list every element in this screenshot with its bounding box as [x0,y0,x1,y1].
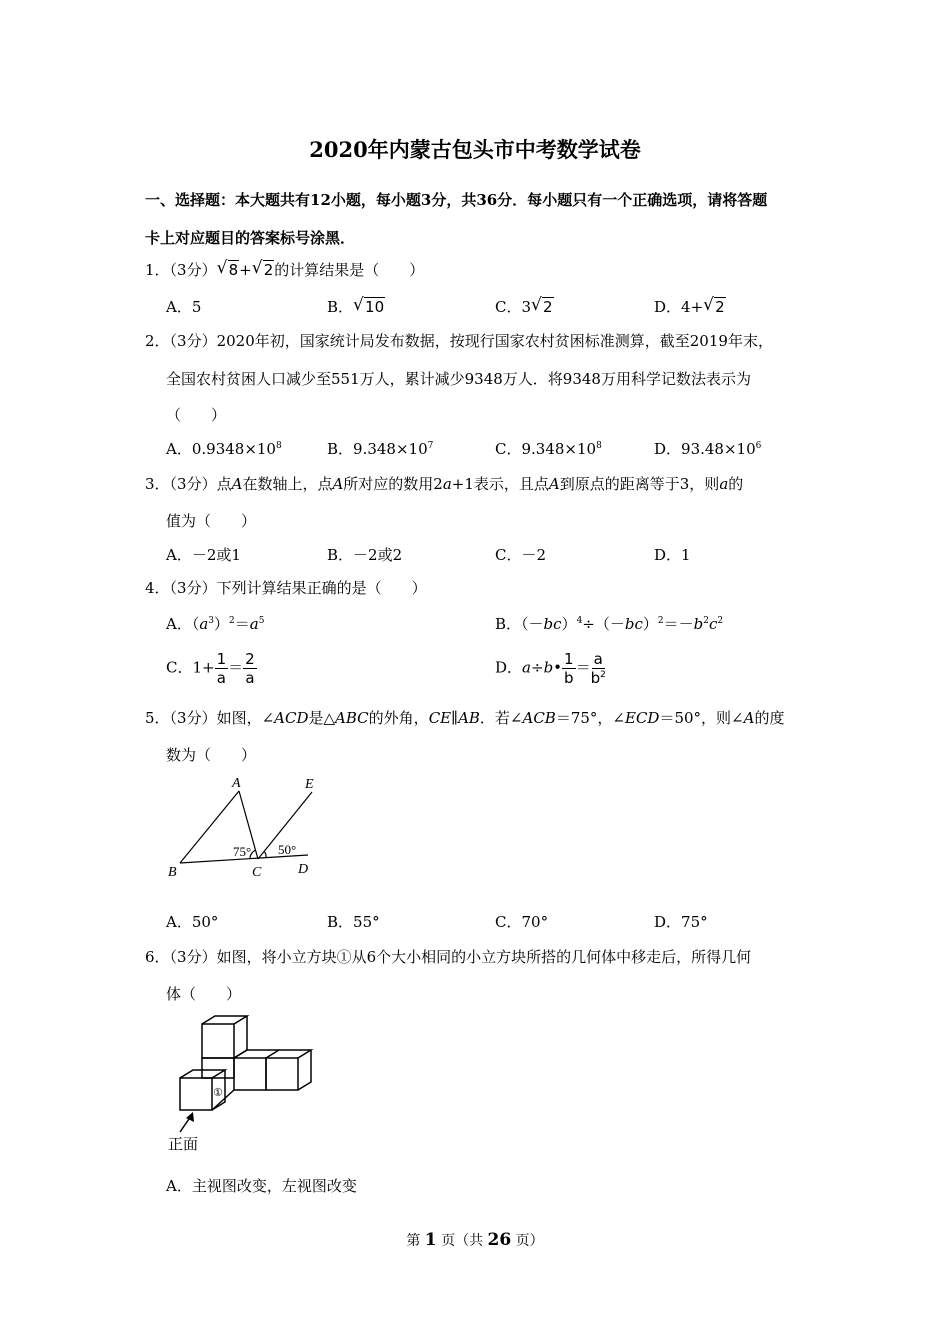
q6-option-a: A．主视图改变，左视图改变 [166,1177,357,1195]
q5-option-c: C．70° [495,913,549,931]
q5-label-e: E [305,777,314,792]
question-2-line2: 全国农村贫困人口减少至551万人，累计减少9348万人．将9348万用科学记数法表示为 [166,370,751,388]
q2-option-a: A．$0.9348\times 10^8$ [166,440,282,458]
section-heading-line1: 一、选择题：本大题共有12小题，每小题3分，共36分．每小题只有一个正确选项，请将答题 [145,191,768,209]
q1-option-c: C．3 √ 2 [495,295,553,316]
q6-cube-back-1 [234,1058,266,1090]
question-6-line1: 6．（3分）如图，将小立方块①从6个大小相同的小立方块所搭的几何体中移走后，所得几何 [145,948,752,966]
q2-option-b: B．$9.348\times 10^7$ [327,440,434,458]
q6-cube-front [180,1078,212,1110]
question-5-line2: 数为（ ） [166,746,257,764]
q5-angle-75: 75° [233,844,252,859]
q5-angle-arc-50 [264,851,266,858]
q3-option-c: C．－2 [495,546,547,564]
q5-angle-50: 50° [278,842,297,857]
q3-option-a: A．－2或1 [166,546,241,564]
q5-option-a: A．50° [166,913,219,931]
q1-radical-2: √ 2 [251,258,274,279]
q4-option-d: D．a÷b• $\frac{1}{b}$ ＝ $\frac{a}{b^2}$ [495,650,606,687]
q5-line-ab [180,791,239,863]
q6-cube-back-2 [266,1058,298,1090]
question-1 [145,259,424,280]
page-title: 2020年内蒙古包头市中考数学试卷 [309,137,641,162]
q1-option-a: A．5 [166,298,202,316]
question-6-line2: 体（ ） [166,985,242,1003]
q5-label-a: A [232,776,241,791]
q6-cube-marker: ① [213,1086,223,1099]
q1-number: 1．（3分） [145,261,217,279]
q1-option-b: B． √ 10 [327,295,385,316]
q5-label-d: D [298,862,309,877]
q1-option-d: D．4+ √ 2 [654,295,725,316]
section-heading-line2: 卡上对应题目的答案标号涂黑． [145,229,356,247]
q3-option-d: D．1 [654,546,691,564]
q5-option-b: B．55° [327,913,380,931]
page-footer: 第 1 页（共 26 页） [406,1230,544,1250]
q1-plus: + [239,261,252,279]
q2-option-c: C．$9.348\times 10^8$ [495,440,602,458]
q4-option-c: C．1+ $\frac{1}{a}$ ＝ $\frac{2}{a}$ [166,650,255,687]
q5-option-d: D．75° [654,913,708,931]
q5-triangle-figure [160,772,330,884]
q5-label-b: B [168,865,177,880]
question-4-line1: 4．（3分）下列计算结果正确的是（ ） [145,579,427,597]
q1-radical-8: √ 8 [216,258,239,279]
question-3-line2: 值为（ ） [166,512,257,530]
q2-option-d: D．$93.48\times 10^6$ [654,440,762,458]
q5-label-c: C [252,865,262,880]
q3-option-b: B．－2或2 [327,546,403,564]
question-2-line3: （ ） [166,406,227,424]
q4-option-a: A．$(a^3)^2=a^5$ [166,615,265,633]
q4-option-b: B．$(-bc)^4\div(-bc)^2=-b^2c^2$ [495,615,724,633]
question-3-line1: 3．（3分）点A在数轴上，点A所对应的数用2a+1表示，且点A到原点的距离等于3，则a的 [145,475,744,493]
question-2-line1: 2．（3分）2020年初，国家统计局发布数据，按现行国家农村贫困标准测算，截至2019年末， [145,332,773,350]
q6-front-label: 正面 [168,1135,199,1153]
question-5-line1: 5．（3分）如图，∠ACD是△ABC的外角，CE∥AB．若∠ACB＝75°，∠ECD＝50°，则∠A的度 [145,709,785,727]
q6-cube-figure [160,1012,320,1154]
q1-text: 的计算结果是（ ） [274,261,425,279]
q6-cube-top [202,1024,234,1058]
